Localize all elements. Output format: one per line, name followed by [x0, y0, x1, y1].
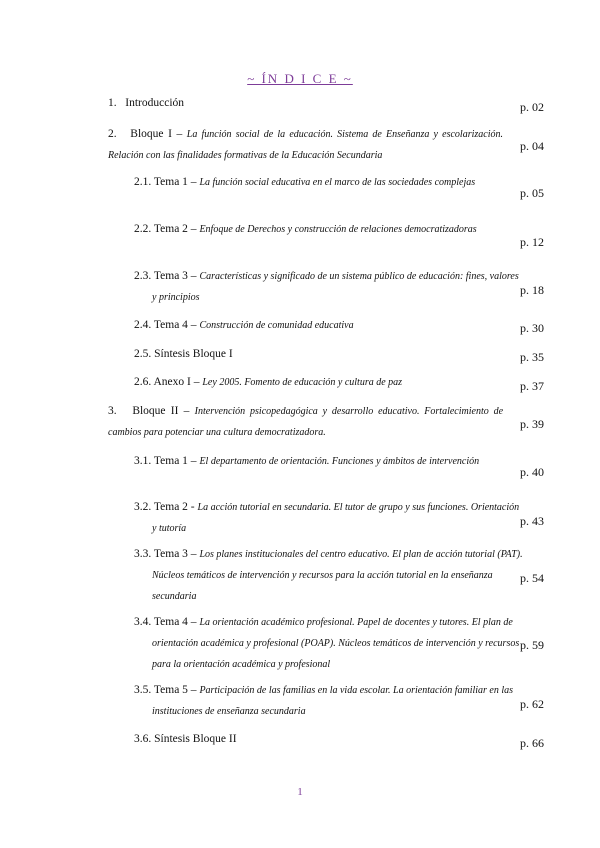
entry-number: 3.5.	[134, 684, 152, 696]
entry-title: Tema 3 –	[153, 270, 197, 282]
toc-entry-3-6[interactable]	[134, 729, 524, 750]
toc-entry-3-4[interactable]	[134, 612, 524, 675]
entry-title: Tema 1 –	[153, 455, 197, 467]
toc-entry-2-1[interactable]	[134, 172, 524, 193]
toc-entry-3-5[interactable]	[134, 680, 524, 722]
entry-subtitle: La orientación académico profesional. Papel de docentes y tutores. El plan de orientación académica y profesional (POAP). Núcleos temáticos de intervención y recursos para la orientación académica y profesional	[152, 617, 520, 670]
entry-title: Síntesis Bloque II	[154, 733, 237, 745]
entry-subtitle: Participación de las familias en la vida escolar. La orientación familiar en las instituciones de enseñanza secundaria	[152, 685, 514, 717]
entry-subtitle: Características y significado de un sistema público de educación: fines, valores y principios	[152, 271, 519, 303]
entry-page: p. 02	[520, 100, 544, 114]
toc-entry-2-2[interactable]	[134, 219, 524, 240]
entry-number: 3.3.	[134, 548, 152, 560]
toc-entry-3-3[interactable]	[134, 544, 524, 607]
entry-subtitle: Intervención psicopedagógica y desarrollo educativo. Fortalecimiento de cambios para potenciar una cultura democratizadora.	[108, 406, 504, 438]
entry-page: p. 66	[520, 736, 544, 750]
entry-number: 2.2.	[134, 223, 152, 235]
page-number: 1	[297, 786, 303, 798]
entry-number: 2.1.	[134, 176, 152, 188]
entry-subtitle: Ley 2005. Fomento de educación y cultura de paz	[202, 377, 403, 388]
entry-title: Bloque I –	[130, 128, 183, 140]
entry-page: p. 05	[520, 186, 544, 200]
entry-page: p. 54	[520, 571, 544, 585]
entry-title: Introducción	[125, 97, 185, 109]
entry-subtitle: La función social de la educación. Sistema de Enseñanza y escolarización. Relación con las finalidades formativas de la Educación Secundaria	[108, 129, 503, 161]
entry-page: p. 59	[520, 638, 544, 652]
toc-entry-2-5[interactable]	[134, 344, 524, 365]
entry-number: 2.6.	[134, 376, 152, 388]
entry-number: 3.4.	[134, 616, 152, 628]
entry-number: 3.6.	[134, 733, 152, 745]
entry-number: 3.	[108, 405, 117, 417]
toc-entry-bloque-1[interactable]	[108, 124, 503, 166]
entry-subtitle: La acción tutorial en secundaria. El tutor de grupo y sus funciones. Orientación y tutoría	[152, 502, 520, 534]
entry-title: Síntesis Bloque I	[154, 348, 233, 360]
entry-title: Anexo I –	[153, 376, 200, 388]
entry-page: p. 37	[520, 379, 544, 393]
entry-page: p. 39	[520, 417, 544, 431]
toc-entry-2-3[interactable]	[134, 266, 524, 308]
entry-page: p. 40	[520, 465, 544, 479]
entry-subtitle: La función social educativa en el marco de las sociedades complejas	[199, 177, 476, 188]
entry-subtitle: Los planes institucionales del centro educativo. El plan de acción tutorial (PAT). Núcleos temáticos de intervención y recursos para la acción tutorial en la enseñanza secundaria	[152, 549, 523, 602]
toc-entry-3-1[interactable]	[134, 451, 524, 472]
toc-entry-bloque-2[interactable]	[108, 401, 503, 443]
entry-number: 3.1.	[134, 455, 152, 467]
entry-title: Tema 5 –	[153, 684, 197, 696]
entry-title: Tema 3 –	[153, 548, 197, 560]
toc-entry-introduccion[interactable]	[108, 93, 503, 114]
entry-number: 2.	[108, 128, 117, 140]
entry-title: Tema 1 –	[153, 176, 197, 188]
entry-subtitle: Enfoque de Derechos y construcción de relaciones democratizadoras	[199, 224, 477, 235]
entry-subtitle: El departamento de orientación. Funciones y ámbitos de intervención	[199, 456, 480, 467]
toc-entry-2-6[interactable]	[134, 372, 524, 393]
entry-title: Tema 4 –	[153, 616, 197, 628]
entry-number: 2.3.	[134, 270, 152, 282]
entry-title: Tema 4 –	[153, 319, 197, 331]
entry-page: p. 04	[520, 139, 544, 153]
entry-number: 2.5.	[134, 348, 152, 360]
entry-number: 1.	[108, 97, 117, 109]
entry-page: p. 18	[520, 283, 544, 297]
entry-page: p. 12	[520, 235, 544, 249]
entry-number: 3.2.	[134, 501, 152, 513]
entry-title: Tema 2 –	[153, 223, 197, 235]
entry-page: p. 62	[520, 697, 544, 711]
toc-entry-3-2[interactable]	[134, 497, 524, 539]
entry-page: p. 43	[520, 514, 544, 528]
toc-entry-2-4[interactable]	[134, 315, 524, 336]
index-title: ~ ÍN D I C E ~	[247, 71, 353, 86]
entry-number: 2.4.	[134, 319, 152, 331]
entry-page: p. 30	[520, 321, 544, 335]
entry-title: Tema 2 -	[153, 501, 195, 513]
entry-title: Bloque II –	[132, 405, 190, 417]
entry-page: p. 35	[520, 350, 544, 364]
entry-subtitle: Construcción de comunidad educativa	[199, 320, 354, 331]
